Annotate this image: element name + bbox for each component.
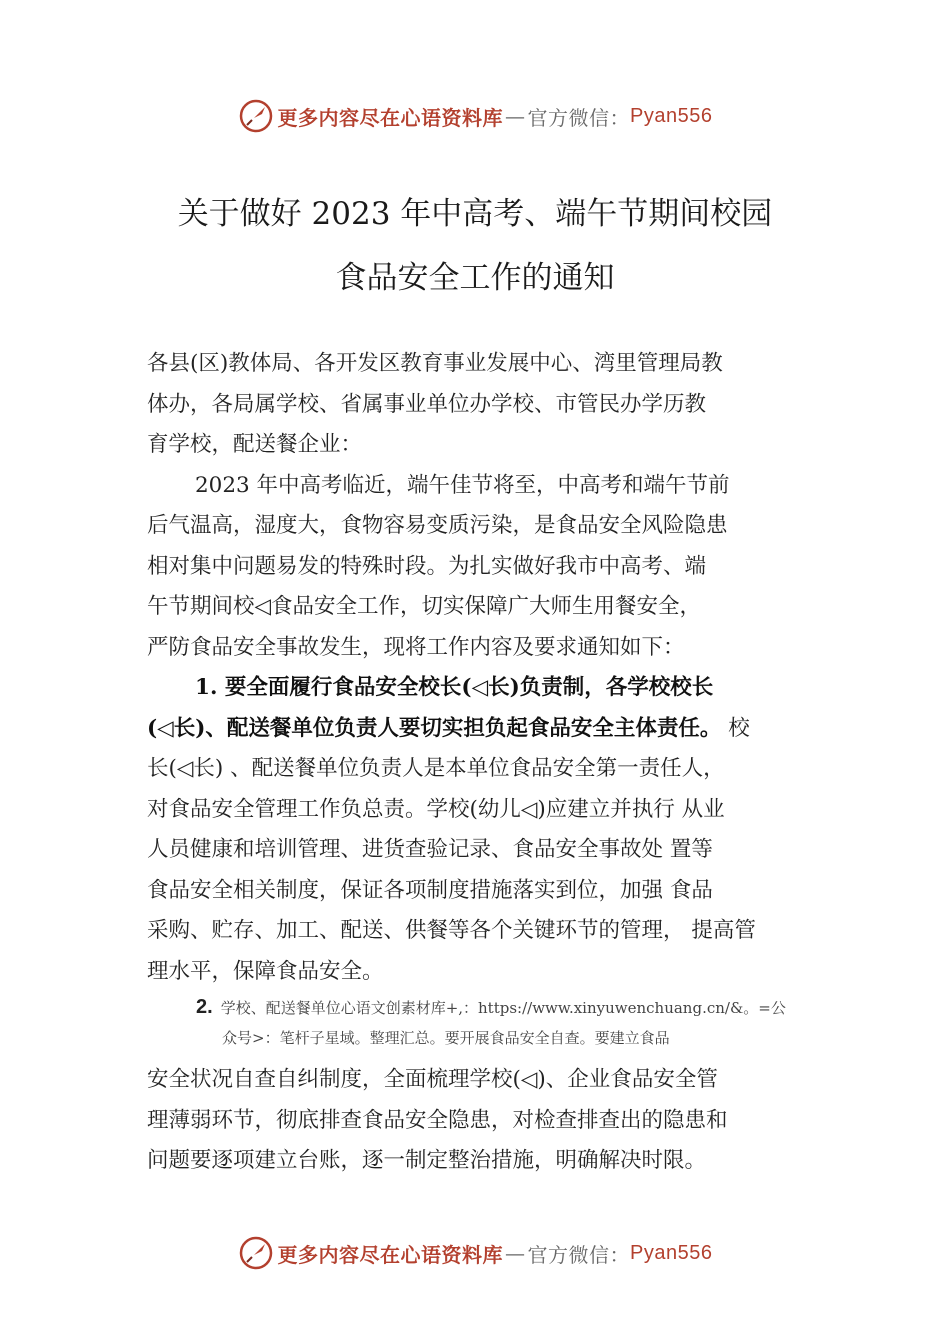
item1-heading-continued	[147, 709, 827, 750]
item2-note-line-1	[196, 992, 846, 1023]
item2-line: 安全状况自查自纠制度，全面梳理学校(◁)、企业食品安全管	[147, 1067, 718, 1092]
item2-note-text: 学校、配送餐单位心语文创素材库+,：https://www.xinyuwenchuang.cn/&。=公	[220, 999, 786, 1017]
watermark-separator: —	[505, 1241, 526, 1265]
item2-note-line-2: 众号>：笔杆子星域。整理汇总。要开展食品安全自查。要建立食品	[222, 1029, 670, 1047]
recipients-line: 各县(区)教体局、各开发区教育事业发展中心、湾里管理局教	[147, 351, 723, 376]
document-title-line-1: 关于做好 2023 年中高考、端午节期间校园	[177, 196, 773, 232]
recipients-line: 体办，各局属学校、省属事业单位办学校、市管民办学历教	[147, 391, 707, 417]
quill-logo-icon	[238, 98, 274, 134]
watermark-wechat-id: Pyan556	[630, 1241, 713, 1264]
item1-heading-tail: (◁长)、配送餐单位负责人要切实担负起食品安全主体责任。	[147, 715, 722, 741]
watermark-brand: 更多内容尽在心语资料库	[277, 105, 504, 130]
watermark-separator: —	[505, 104, 526, 128]
item2-number: 2.	[196, 996, 213, 1018]
item1-line: 理水平，保障食品安全。	[147, 958, 384, 984]
recipients-line: 育学校，配送餐企业：	[147, 432, 363, 457]
intro-line: 严防食品安全事故发生，现将工作内容及要求通知如下：	[147, 634, 685, 660]
intro-line: 2023 年中高考临近，端午佳节将至，中高考和端午节前	[195, 472, 730, 498]
item2-line: 理薄弱环节，彻底排查食品安全隐患，对检查排查出的隐患和	[147, 1107, 728, 1133]
item1-heading: 1. 要全面履行食品安全校长(◁长)负责制，各学校校长	[195, 675, 714, 700]
document-body	[147, 344, 827, 992]
watermark-label: 官方微信：	[527, 105, 631, 130]
item1-line: 对食品安全管理工作负总责。学校(幼儿◁)应建立并执行 从业	[147, 796, 725, 822]
item1-text-start: 校	[721, 715, 750, 741]
item1-line: 采购、贮存、加工、配送、供餐等各个关键环节的管理， 提高管	[147, 918, 756, 943]
quill-logo-icon	[238, 1235, 274, 1271]
watermark-footer	[0, 1233, 950, 1273]
document-title-line-2: 食品安全工作的通知	[335, 260, 615, 296]
watermark-wechat-id: Pyan556	[630, 104, 713, 127]
item2-body	[147, 1060, 827, 1182]
watermark-brand: 更多内容尽在心语资料库	[277, 1242, 504, 1267]
item1-line: 长(◁长) 、配送餐单位负责人是本单位食品安全第一责任人，	[147, 756, 725, 781]
intro-line: 午节期间校◁食品安全工作，切实保障广大师生用餐安全，	[147, 594, 702, 619]
watermark-label: 官方微信：	[527, 1242, 631, 1267]
intro-line: 相对集中问题易发的特殊时段。为扎实做好我市中高考、端	[147, 553, 707, 579]
item1-line: 食品安全相关制度，保证各项制度措施落实到位，加强 食品	[147, 877, 713, 903]
item2-line: 问题要逐项建立台账，逐一制定整治措施，明确解决时限。	[147, 1148, 707, 1173]
watermark-header	[0, 96, 950, 136]
intro-line: 后气温高，湿度大，食物容易变质污染，是食品安全风险隐患	[147, 513, 728, 538]
item1-line: 人员健康和培训管理、进货查验记录、食品安全事故处 置等	[147, 837, 713, 862]
item2-inserted-note	[196, 992, 846, 1053]
